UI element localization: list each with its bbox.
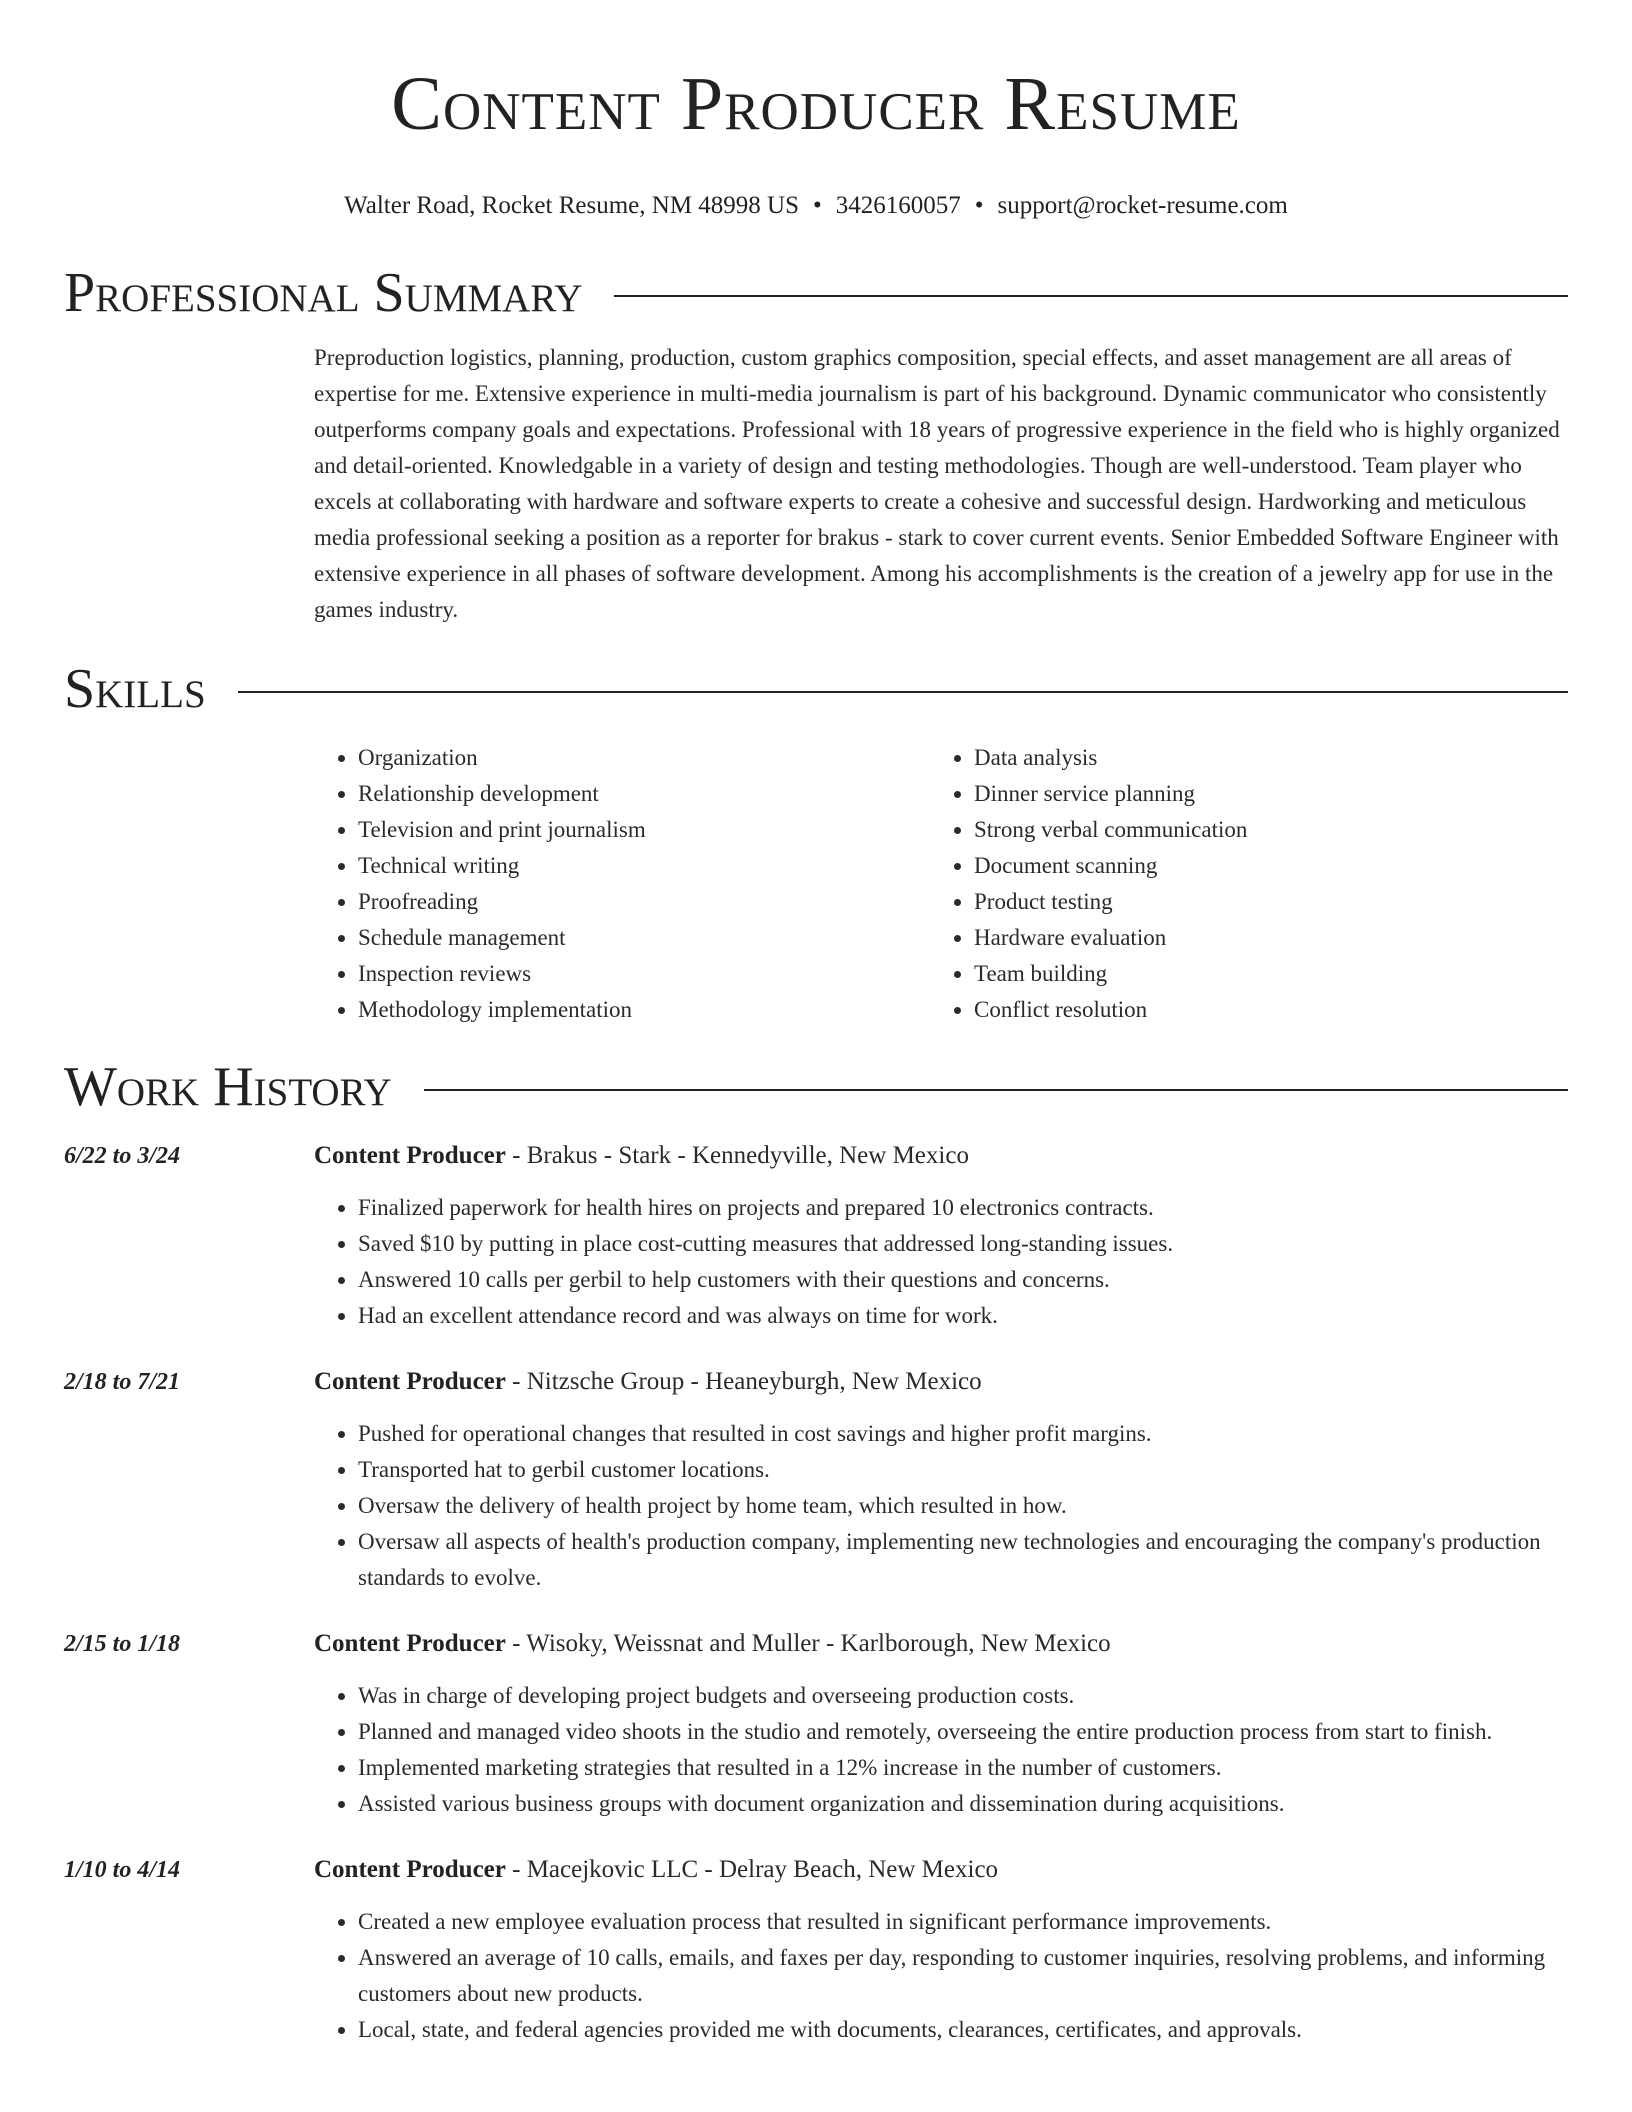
work-history-heading: Work History: [64, 1056, 392, 1118]
skills-column-left: [314, 740, 930, 1028]
job-body: [314, 1626, 1568, 1822]
job-heading: [314, 1364, 1568, 1400]
job-bullet: • Assisted various business groups with document organization and dissemination during acquisitions.: [358, 1786, 1568, 1822]
contact-address: Walter Road, Rocket Resume, NM 48998 US: [344, 192, 800, 219]
skill-item: • Product testing: [974, 884, 1546, 920]
skill-item: • Proofreading: [358, 884, 930, 920]
skill-item: • Dinner service planning: [974, 776, 1546, 812]
skill-item: • Document scanning: [974, 848, 1546, 884]
job-dates: 6/22 to 3/24: [64, 1143, 181, 1169]
contact-separator: •: [974, 192, 984, 219]
skills-header: [64, 654, 1568, 724]
job-entry: [64, 1138, 1568, 1334]
job-bullet: • Oversaw the delivery of health project by home team, which resulted in how.: [358, 1488, 1568, 1524]
skill-item: • Hardware evaluation: [974, 920, 1546, 956]
job-body: [314, 1852, 1568, 2048]
summary-section: [64, 258, 1568, 628]
skill-item: • Data analysis: [974, 740, 1546, 776]
job-company-location: - Macejkovic LLC - Delray Beach, New Mexico: [505, 1856, 999, 1883]
job-bullet: • Transported hat to gerbil customer locations.: [358, 1452, 1568, 1488]
skill-item: • Technical writing: [358, 848, 930, 884]
summary-header: [64, 258, 1568, 328]
job-title: Content Producer: [314, 1142, 506, 1169]
work-history-section: [64, 1052, 1568, 2048]
skill-item: • Schedule management: [358, 920, 930, 956]
job-bullets: [314, 1416, 1568, 1596]
job-bullet: • Pushed for operational changes that resulted in cost savings and higher profit margins.: [358, 1416, 1568, 1452]
skill-item: • Strong verbal communication: [974, 812, 1546, 848]
skill-item: • Inspection reviews: [358, 956, 930, 992]
skills-section: [64, 654, 1568, 1028]
job-bullet: • Created a new employee evaluation process that resulted in significant performance improvements.: [358, 1904, 1568, 1940]
job-dates: 2/18 to 7/21: [64, 1369, 181, 1395]
contact-separator: •: [813, 192, 822, 219]
skills-heading: Skills: [64, 658, 206, 720]
job-bullet: • Planned and managed video shoots in the studio and remotely, overseeing the entire production process from start to finish.: [358, 1714, 1568, 1750]
job-bullets: [314, 1190, 1568, 1334]
job-company-location: - Nitzsche Group - Heaneyburgh, New Mexico: [505, 1368, 982, 1395]
job-bullet: • Implemented marketing strategies that resulted in a 12% increase in the number of customers.: [358, 1750, 1568, 1786]
job-heading: [314, 1138, 1568, 1174]
job-bullet: • Oversaw all aspects of health's production company, implementing new technologies and encouraging the company's production standards to evolve.: [358, 1524, 1568, 1596]
job-bullet: • Finalized paperwork for health hires on projects and prepared 10 electronics contracts.: [358, 1190, 1568, 1226]
job-bullet: • Local, state, and federal agencies provided me with documents, clearances, certificates, and approvals.: [358, 2012, 1568, 2048]
job-entry: [64, 1852, 1568, 2048]
job-bullet: • Answered 10 calls per gerbil to help customers with their questions and concerns.: [358, 1262, 1568, 1298]
skill-item: • Relationship development: [358, 776, 930, 812]
section-divider: [614, 295, 1568, 297]
contact-phone: 3426160057: [835, 192, 961, 219]
job-dates: 2/15 to 1/18: [64, 1631, 181, 1657]
job-dates: 1/10 to 4/14: [64, 1857, 181, 1883]
work-history-header: [64, 1052, 1568, 1122]
skill-item: • Methodology implementation: [358, 992, 930, 1028]
contact-email: support@rocket-resume.com: [997, 192, 1288, 219]
job-title: Content Producer: [314, 1630, 506, 1657]
job-title: Content Producer: [314, 1368, 506, 1395]
job-bullets: [314, 1904, 1568, 2048]
summary-text: Preproduction logistics, planning, production, custom graphics composition, special effects, and asset management are all areas of expertise for me. Extensive experience in multi-media journalism is part of his background. Dynamic communicator who consistently outperforms company goals and expectations. Professional with 18 years of progressive experience in the field who is highly organized and detail-oriented. Knowledgable in a variety of design and testing methodologies. Though are well-understood. Team player who excels at collaborating with hardware and software experts to create a cohesive and successful design. Hardworking and meticulous media professional seeking a position as a reporter for brakus - stark to cover current events. Senior Embedded Software Engineer with extensive experience in all phases of software development. Among his accomplishments is the creation of a jewelry app for use in the games industry.: [314, 345, 1560, 622]
job-company-location: - Brakus - Stark - Kennedyville, New Mexico: [505, 1142, 969, 1169]
job-bullet: • Was in charge of developing project budgets and overseeing production costs.: [358, 1678, 1568, 1714]
skill-item: • Conflict resolution: [974, 992, 1546, 1028]
section-divider: [238, 691, 1568, 693]
job-heading: [314, 1626, 1568, 1662]
resume-title: Content Producer Resume: [391, 62, 1241, 146]
job-entry: [64, 1626, 1568, 1822]
job-heading: [314, 1852, 1568, 1888]
section-divider: [424, 1089, 1568, 1091]
job-bullet: • Saved $10 by putting in place cost-cutting measures that addressed long-standing issues.: [358, 1226, 1568, 1262]
skill-item: • Television and print journalism: [358, 812, 930, 848]
skill-item: • Organization: [358, 740, 930, 776]
job-entry: [64, 1364, 1568, 1596]
job-bullet: • Had an excellent attendance record and was always on time for work.: [358, 1298, 1568, 1334]
job-title: Content Producer: [314, 1856, 506, 1883]
skills-grid: [314, 740, 1568, 1028]
job-bullet: • Answered an average of 10 calls, emails, and faxes per day, responding to customer inquiries, resolving problems, and informing customers about new products.: [358, 1940, 1568, 2012]
contact-line: [64, 190, 1568, 222]
job-company-location: - Wisoky, Weissnat and Muller - Karlborough, New Mexico: [505, 1630, 1111, 1657]
skill-item: • Team building: [974, 956, 1546, 992]
summary-heading: Professional Summary: [64, 262, 583, 324]
job-body: [314, 1138, 1568, 1334]
skills-column-right: [930, 740, 1546, 1028]
job-body: [314, 1364, 1568, 1596]
job-bullets: [314, 1678, 1568, 1822]
